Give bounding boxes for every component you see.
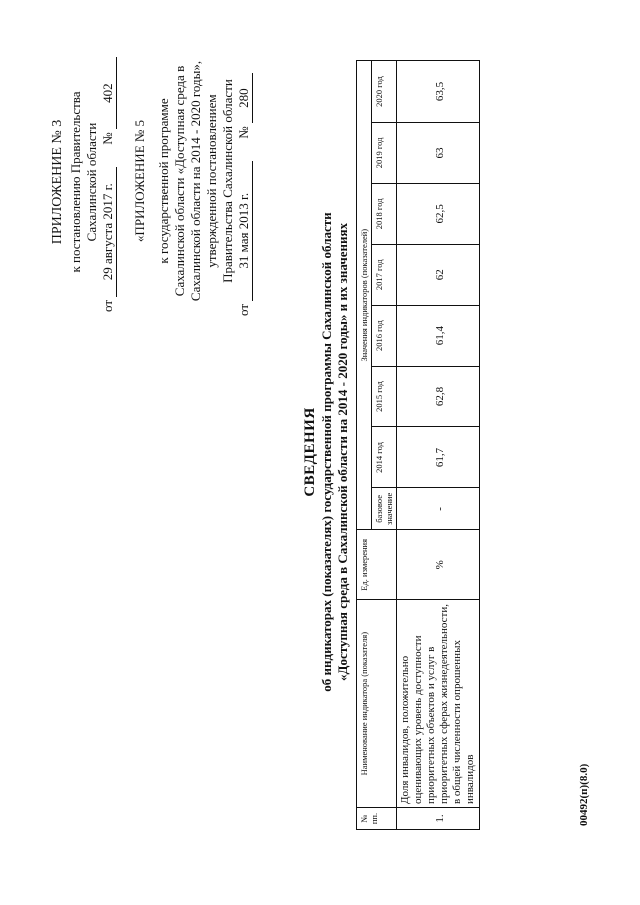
rotated-page [40,32,600,872]
col-year-2017: 2017 год [372,244,397,305]
col-unit-header: Ед. измерения [357,530,397,600]
appendix-3-date: 29 августа 2017 г. [100,167,117,297]
col-year-2020: 2020 год [372,61,397,123]
appendix-5-block [132,46,253,316]
row-unit: % [397,530,480,600]
col-name-header: Наименование индикатора (показателя) [357,600,397,808]
appendix-5-no-sign: № [236,126,251,139]
document-heading [302,32,351,872]
row-value-2018: 62,5 [397,183,480,244]
row-value-2015: 62,8 [397,366,480,427]
appendix-5-line-1: к государственной программе [156,98,171,264]
row-value-2019: 63 [397,122,480,183]
row-indicator-name: Доля инвалидов, положительно оценивающих уровень доступности приоритетных объектов и услуг в приоритетных сферах жизнедеятельности, в общей численности опрошенных инвалидов [397,600,480,808]
appendix-5-date: 31 мая 2013 г. [236,161,253,301]
table-row [397,61,480,830]
appendix-3-line-2: Сахалинской области [84,122,99,242]
appendix-3-title: ПРИЛОЖЕНИЕ № 3 [50,119,65,245]
row-value-2017: 62 [397,244,480,305]
col-values-header: Значения индикаторов (показателей) [357,61,372,530]
col-year-2014: 2014 год [372,427,397,488]
appendix-3-from: от [100,299,115,312]
table-header-row-1 [357,61,372,830]
appendix-5-date-row [236,46,253,316]
row-no: 1. [397,808,480,830]
appendix-5-line-2: Сахалинской области «Доступная среда в [172,65,187,297]
col-year-2016: 2016 год [372,305,397,366]
row-value-2014: 61,7 [397,427,480,488]
appendix-5-number: 280 [236,73,253,123]
appendix-5-line-3: Сахалинской области на 2014 - 2020 годы», [188,60,203,302]
appendix-3-no-sign: № [100,132,115,145]
appendix-5-line-5: Правительства Сахалинской области [220,79,235,283]
row-value-2020: 63,5 [397,61,480,123]
appendix-3-block [50,52,117,312]
col-year-2015: 2015 год [372,366,397,427]
row-value-2016: 61,4 [397,305,480,366]
row-base-value: - [397,488,480,530]
col-year-2019: 2019 год [372,122,397,183]
indicators-table [356,60,480,830]
col-year-2018: 2018 год [372,183,397,244]
appendix-5-title: «ПРИЛОЖЕНИЕ № 5 [132,119,147,243]
appendix-3-line-1: к постановлению Правительства [68,91,83,273]
appendix-5-from: от [236,303,251,316]
footer-code: 00492(п)(8.0) [578,763,590,826]
col-no-header: № пп. [357,808,397,830]
heading-title: СВЕДЕНИЯ [302,407,318,497]
appendix-5-line-4: утвержденной постановлением [204,94,219,268]
col-base-header: базовое значение [372,488,397,530]
heading-line-2: «Доступная среда в Сахалинской области на 2014 - 2020 годы» и их значениях [335,223,350,681]
appendix-3-date-row [100,52,117,312]
heading-line-1: об индикаторах (показателях) государственной программы Сахалинской области [319,212,334,692]
appendix-3-number: 402 [100,57,117,129]
